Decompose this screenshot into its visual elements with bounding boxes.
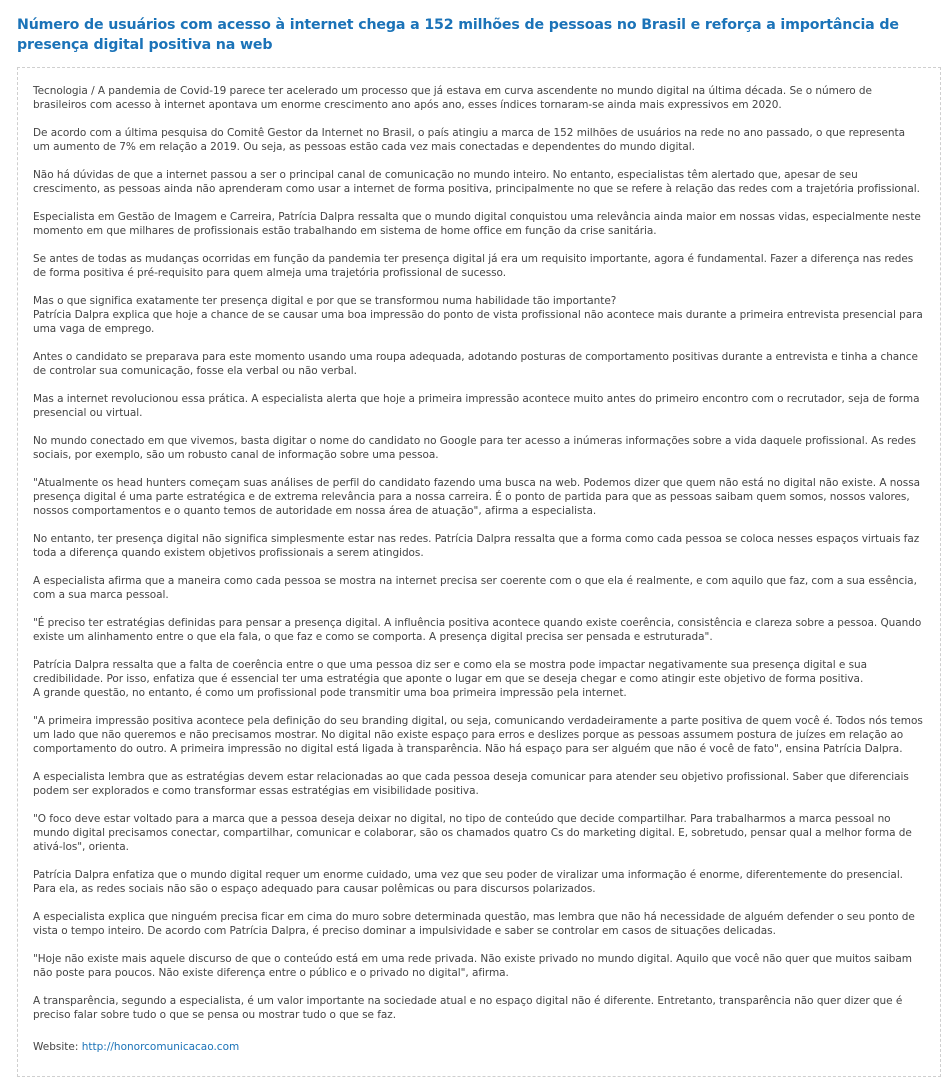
paragraph-line: A especialista afirma que a maneira como cada pessoa se mostra na internet precisa ser coerente com o que ela é realmente, e com aquilo que faz, com a sua essência, com a sua marca pessoal. — [33, 575, 917, 601]
article-paragraph — [33, 616, 925, 644]
website-label: Website: — [33, 1041, 79, 1053]
paragraph-line: Se antes de todas as mudanças ocorridas em função da pandemia ter presença digital já era um requisito importante, agora é fundamental. Fazer a diferença nas redes de forma positiva é pré-requisito para quem almeja uma trajetória profissional de sucesso. — [33, 253, 914, 279]
article-body — [33, 84, 925, 1022]
article-paragraph — [33, 952, 925, 980]
article-paragraph — [33, 168, 925, 196]
paragraph-line: De acordo com a última pesquisa do Comitê Gestor da Internet no Brasil, o país atingiu a marca de 152 milhões de usuários na rede no ano passado, o que representa um aumento de 7% em relação a 2019. Ou seja, as pessoas estão cada vez mais conectadas e dependentes do mundo digital. — [33, 127, 905, 153]
paragraph-line: A especialista lembra que as estratégias devem estar relacionadas ao que cada pessoa deseja comunicar para atender seu objetivo profissional. Saber que diferenciais podem ser explorados e como transformar essas estratégias em visibilidade positiva. — [33, 771, 909, 797]
article-paragraph — [33, 392, 925, 420]
article-paragraph — [33, 770, 925, 798]
paragraph-line: A grande questão, no entanto, é como um profissional pode transmitir uma boa primeira impressão pela internet. — [33, 687, 627, 699]
paragraph-line: Mas o que significa exatamente ter presença digital e por que se transformou numa habilidade tão importante? — [33, 295, 617, 307]
article-paragraph — [33, 434, 925, 462]
paragraph-line: Especialista em Gestão de Imagem e Carreira, Patrícia Dalpra ressalta que o mundo digital conquistou uma relevância ainda maior em nossas vidas, especialmente neste momento em que milhares de profissionais estão trabalhando em sistema de home office em função da crise sanitária. — [33, 211, 921, 237]
article-paragraph — [33, 294, 925, 336]
article-paragraph — [33, 252, 925, 280]
article-paragraph — [33, 574, 925, 602]
paragraph-line: Não há dúvidas de que a internet passou a ser o principal canal de comunicação no mundo inteiro. No entanto, especialistas têm alertado que, apesar de seu crescimento, as pessoas ainda não aprenderam como usar a internet de forma positiva, principalmente no que se refere à relação das redes com a trajetória profissional. — [33, 169, 920, 195]
paragraph-line: "Hoje não existe mais aquele discurso de que o conteúdo está em uma rede privada. Não existe privado no mundo digital. Aquilo que você não quer que muitos saibam não poste para poucos. Não existe diferença entre o público e o privado no digital", afirma. — [33, 953, 912, 979]
article-container — [17, 67, 941, 1077]
paragraph-line: "A primeira impressão positiva acontece pela definição do seu branding digital, ou seja, comunicando verdadeiramente a parte positiva de quem você é. Todos nós temos um lado que não queremos e não precisamos mostrar. No digital não existe espaço para erros e deslizes porque as pessoas assumem postura de juízes em relação ao comportamento do outro. A primeira impressão no digital está ligada à transparência. Não há espaço para ser alguém que não é você de fato", ensina Patrícia Dalpra. — [33, 715, 923, 755]
paragraph-line: Patrícia Dalpra ressalta que a falta de coerência entre o que uma pessoa diz ser e como ela se mostra pode impactar negativamente sua presença digital e sua credibilidade. Por isso, enfatiza que é essencial ter uma estratégia que aponte o lugar em que se deseja chegar e como atingir este objetivo de forma positiva. — [33, 659, 867, 685]
paragraph-line: No mundo conectado em que vivemos, basta digitar o nome do candidato no Google para ter acesso a inúmeras informações sobre a vida daquele profissional. As redes sociais, por exemplo, são um robusto canal de informação sobre uma pessoa. — [33, 435, 916, 461]
article-paragraph — [33, 84, 925, 112]
article-paragraph — [33, 476, 925, 518]
article-paragraph — [33, 532, 925, 560]
article-paragraph — [33, 868, 925, 896]
paragraph-line: Mas a internet revolucionou essa prática. A especialista alerta que hoje a primeira impressão acontece muito antes do primeiro encontro com o recrutador, seja de forma presencial ou virtual. — [33, 393, 920, 419]
paragraph-line: A transparência, segundo a especialista, é um valor importante na sociedade atual e no espaço digital não é diferente. Entretanto, transparência não quer dizer que é preciso falar sobre tudo o que se pensa ou mostrar tudo o que se faz. — [33, 995, 903, 1021]
article-paragraph — [33, 658, 925, 700]
paragraph-line: "Atualmente os head hunters começam suas análises de perfil do candidato fazendo uma busca na web. Podemos dizer que quem não está no digital não existe. A nossa presença digital é uma parte estratégica e de extrema relevância para a nossa carreira. É o ponto de partida para que as pessoas saibam quem somos, nossos valores, nossos comportamentos e o quanto temos de autoridade em nossa área de atuação", afirma a especialista. — [33, 477, 920, 517]
article-paragraph — [33, 714, 925, 756]
website-line — [33, 1040, 925, 1054]
paragraph-line: Patrícia Dalpra enfatiza que o mundo digital requer um enorme cuidado, uma vez que seu poder de viralizar uma informação é enorme, diferentemente do presencial. Para ela, as redes sociais não são o espaço adequado para causar polêmicas ou para discursos polarizados. — [33, 869, 903, 895]
article-paragraph — [33, 350, 925, 378]
paragraph-line: Patrícia Dalpra explica que hoje a chance de se causar uma boa impressão do ponto de vista profissional não acontece mais durante a primeira entrevista presencial para uma vaga de emprego. — [33, 309, 923, 335]
article-paragraph — [33, 126, 925, 154]
paragraph-line: No entanto, ter presença digital não significa simplesmente estar nas redes. Patrícia Dalpra ressalta que a forma como cada pessoa se coloca nesses espaços virtuais faz toda a diferença quando existem objetivos profissionais a serem atingidos. — [33, 533, 920, 559]
paragraph-line: "É preciso ter estratégias definidas para pensar a presença digital. A influência positiva acontece quando existe coerência, consistência e clareza sobre a pessoa. Quando existe um alinhamento entre o que ela fala, o que faz e como se comporta. A presença digital precisa ser pensada e estruturada". — [33, 617, 922, 643]
paragraph-line: "O foco deve estar voltado para a marca que a pessoa deseja deixar no digital, no tipo de conteúdo que decide compartilhar. Para trabalharmos a marca pessoal no mundo digital precisamos conectar, compartilhar, comunicar e colaborar, são os chamados quatro Cs do marketing digital. E, sobretudo, pensar qual a melhor forma de ativá-los", orienta. — [33, 813, 912, 853]
article-paragraph — [33, 812, 925, 854]
article-paragraph — [33, 994, 925, 1022]
article-paragraph — [33, 910, 925, 938]
paragraph-line: Tecnologia / A pandemia de Covid-19 parece ter acelerado um processo que já estava em curva ascendente no mundo digital na última década. Se o número de brasileiros com acesso à internet apontava um enorme crescimento ano após ano, esses índices tornaram-se ainda mais expressivos em 2020. — [33, 85, 872, 111]
paragraph-line: A especialista explica que ninguém precisa ficar em cima do muro sobre determinada questão, mas lembra que não há necessidade de alguém defender o seu ponto de vista o tempo inteiro. De acordo com Patrícia Dalpra, é preciso dominar a impulsividade e saber se controlar em casos de situações delicadas. — [33, 911, 915, 937]
paragraph-line: Antes o candidato se preparava para este momento usando uma roupa adequada, adotando posturas de comportamento positivas durante a entrevista e tinha a chance de controlar sua comunicação, fosse ela verbal ou não verbal. — [33, 351, 918, 377]
article-title: Número de usuários com acesso à internet chega a 152 milhões de pessoas no Brasil e reforça a importância de presença digital positiva na web — [17, 17, 899, 53]
website-link[interactable]: http://honorcomunicacao.com — [81, 1041, 240, 1053]
article-paragraph — [33, 210, 925, 238]
